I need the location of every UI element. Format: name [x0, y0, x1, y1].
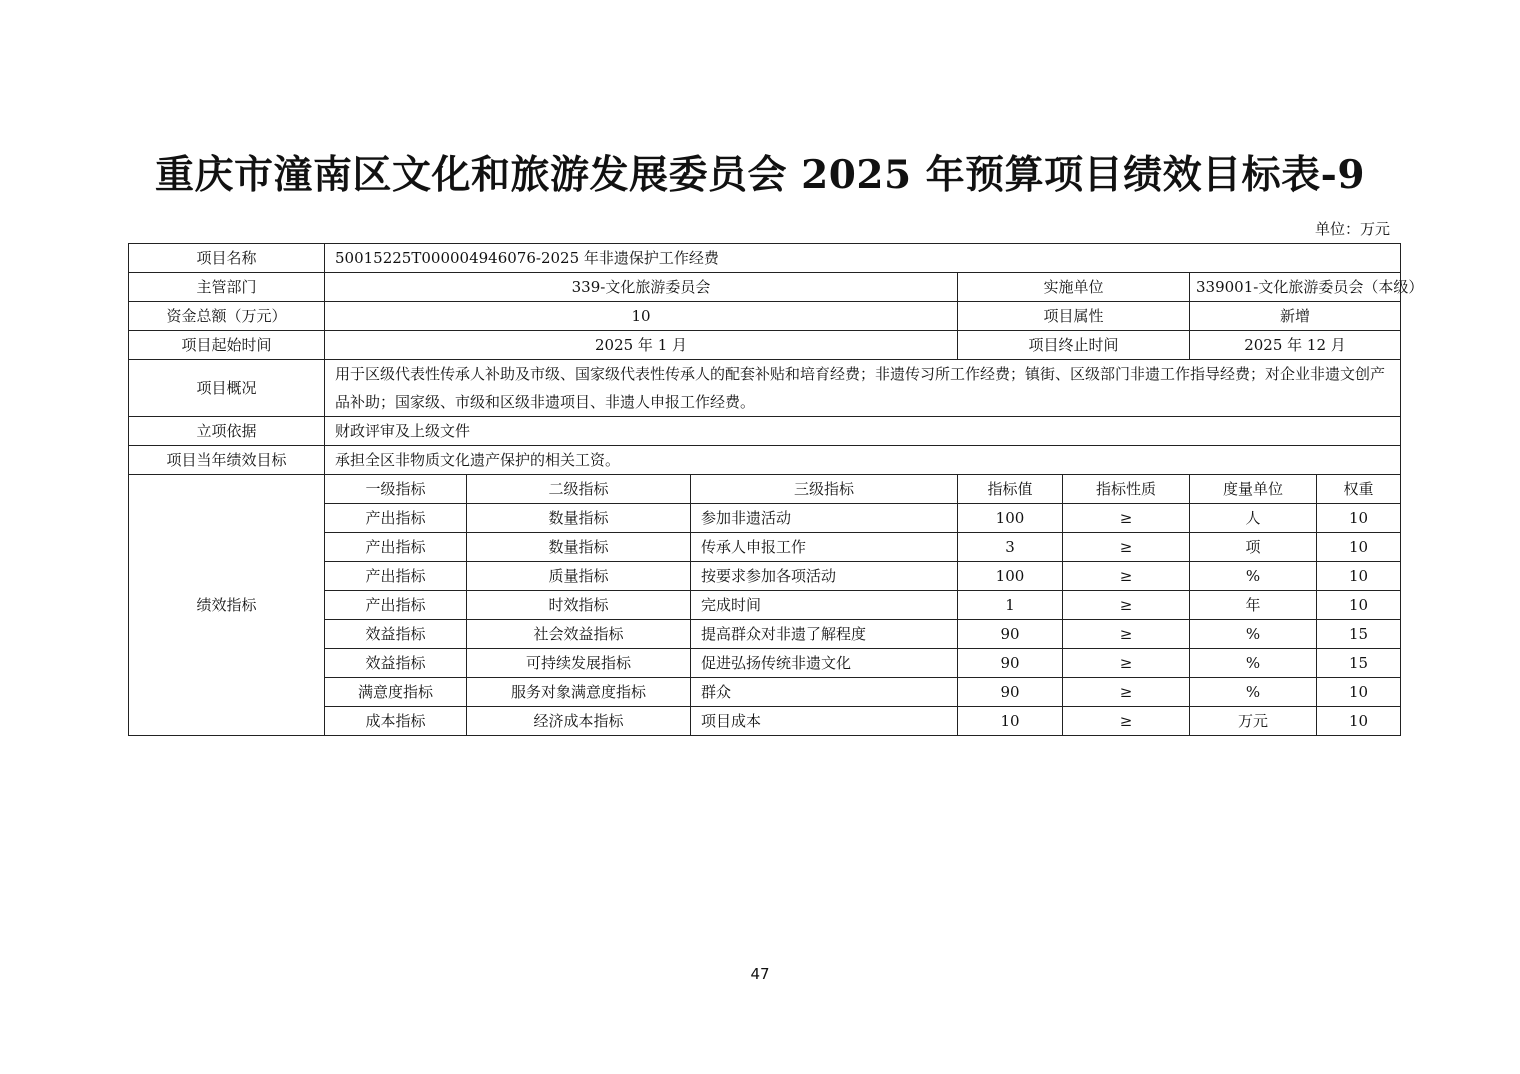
header-l3: 三级指标	[691, 475, 958, 504]
indicator-l1: 效益指标	[325, 620, 467, 649]
indicator-weight: 10	[1317, 562, 1401, 591]
indicator-value: 90	[958, 649, 1063, 678]
attr-label: 项目属性	[958, 302, 1190, 331]
unit-label: 单位：万元	[1314, 220, 1390, 238]
indicator-value: 100	[958, 504, 1063, 533]
indicator-l1: 效益指标	[325, 649, 467, 678]
indicator-l3: 参加非遗活动	[691, 504, 958, 533]
indicator-l1: 产出指标	[325, 504, 467, 533]
indicator-nature: ≥	[1063, 504, 1190, 533]
indicator-l2: 服务对象满意度指标	[467, 678, 691, 707]
indicator-weight: 10	[1317, 533, 1401, 562]
indicator-value: 3	[958, 533, 1063, 562]
indicator-l2: 数量指标	[467, 533, 691, 562]
row-time	[129, 331, 1401, 360]
dept-label: 主管部门	[129, 273, 325, 302]
indicator-l1: 产出指标	[325, 591, 467, 620]
indicator-unit: %	[1190, 620, 1317, 649]
row-project-name	[129, 244, 1401, 273]
indicator-nature: ≥	[1063, 562, 1190, 591]
indicator-l2: 可持续发展指标	[467, 649, 691, 678]
basis-label: 立项依据	[129, 417, 325, 446]
indicator-nature: ≥	[1063, 591, 1190, 620]
indicator-nature: ≥	[1063, 707, 1190, 736]
header-nature: 指标性质	[1063, 475, 1190, 504]
indicator-unit: 人	[1190, 504, 1317, 533]
page-number: 47	[750, 965, 770, 983]
indicator-l3: 群众	[691, 678, 958, 707]
indicator-l1: 满意度指标	[325, 678, 467, 707]
indicator-value: 10	[958, 707, 1063, 736]
indicator-unit: 年	[1190, 591, 1317, 620]
indicator-nature: ≥	[1063, 649, 1190, 678]
attr-value: 新增	[1190, 302, 1401, 331]
end-value: 2025 年 12 月	[1190, 331, 1401, 360]
indicator-weight: 10	[1317, 678, 1401, 707]
row-funds	[129, 302, 1401, 331]
goal-label: 项目当年绩效目标	[129, 446, 325, 475]
indicator-l2: 社会效益指标	[467, 620, 691, 649]
page-title: 重庆市潼南区文化和旅游发展委员会 2025 年预算项目绩效目标表-9	[154, 152, 1366, 198]
indicator-unit: 项	[1190, 533, 1317, 562]
indicator-nature: ≥	[1063, 620, 1190, 649]
indicator-value: 90	[958, 620, 1063, 649]
indicator-unit: %	[1190, 649, 1317, 678]
header-l1: 一级指标	[325, 475, 467, 504]
project-name-label: 项目名称	[129, 244, 325, 273]
indicators-label: 绩效指标	[129, 475, 325, 736]
indicator-l1: 产出指标	[325, 533, 467, 562]
indicator-unit: %	[1190, 678, 1317, 707]
indicator-l3: 完成时间	[691, 591, 958, 620]
overview-value: 用于区级代表性传承人补助及市级、国家级代表性传承人的配套补贴和培育经费；非遗传习所工作经费；镇街、区级部门非遗工作指导经费；对企业非遗文创产品补助；国家级、市级和区级非遗项目、非遗人申报工作经费。	[325, 360, 1401, 417]
indicator-weight: 10	[1317, 591, 1401, 620]
indicator-nature: ≥	[1063, 678, 1190, 707]
funds-label: 资金总额（万元）	[129, 302, 325, 331]
start-value: 2025 年 1 月	[325, 331, 958, 360]
indicator-l2: 时效指标	[467, 591, 691, 620]
indicator-weight: 10	[1317, 504, 1401, 533]
performance-table	[128, 243, 1424, 736]
indicator-l3: 促进弘扬传统非遗文化	[691, 649, 958, 678]
row-dept	[129, 273, 1401, 302]
indicator-l2: 质量指标	[467, 562, 691, 591]
overview-label: 项目概况	[129, 360, 325, 417]
header-weight: 权重	[1317, 475, 1401, 504]
indicator-l3: 项目成本	[691, 707, 958, 736]
header-unit: 度量单位	[1190, 475, 1317, 504]
indicator-l3: 提高群众对非遗了解程度	[691, 620, 958, 649]
start-label: 项目起始时间	[129, 331, 325, 360]
dept-value: 339-文化旅游委员会	[325, 273, 958, 302]
indicator-l3: 按要求参加各项活动	[691, 562, 958, 591]
row-goal	[129, 446, 1401, 475]
goal-value: 承担全区非物质文化遗产保护的相关工资。	[325, 446, 1401, 475]
indicator-l3: 传承人申报工作	[691, 533, 958, 562]
indicator-value: 90	[958, 678, 1063, 707]
indicator-nature: ≥	[1063, 533, 1190, 562]
header-l2: 二级指标	[467, 475, 691, 504]
funds-value: 10	[325, 302, 958, 331]
basis-value: 财政评审及上级文件	[325, 417, 1401, 446]
end-label: 项目终止时间	[958, 331, 1190, 360]
indicator-weight: 15	[1317, 620, 1401, 649]
indicator-l1: 成本指标	[325, 707, 467, 736]
indicator-value: 100	[958, 562, 1063, 591]
indicator-weight: 15	[1317, 649, 1401, 678]
impl-label: 实施单位	[958, 273, 1190, 302]
project-name-value: 50015225T000004946076-2025 年非遗保护工作经费	[325, 244, 1401, 273]
indicator-l2: 经济成本指标	[467, 707, 691, 736]
indicator-l1: 产出指标	[325, 562, 467, 591]
row-indicator-header	[129, 475, 1401, 504]
impl-value: 339001-文化旅游委员会（本级）	[1190, 273, 1401, 302]
row-overview	[129, 360, 1401, 417]
row-basis	[129, 417, 1401, 446]
indicator-l2: 数量指标	[467, 504, 691, 533]
indicator-unit: 万元	[1190, 707, 1317, 736]
header-value: 指标值	[958, 475, 1063, 504]
indicator-value: 1	[958, 591, 1063, 620]
indicator-weight: 10	[1317, 707, 1401, 736]
indicator-unit: %	[1190, 562, 1317, 591]
